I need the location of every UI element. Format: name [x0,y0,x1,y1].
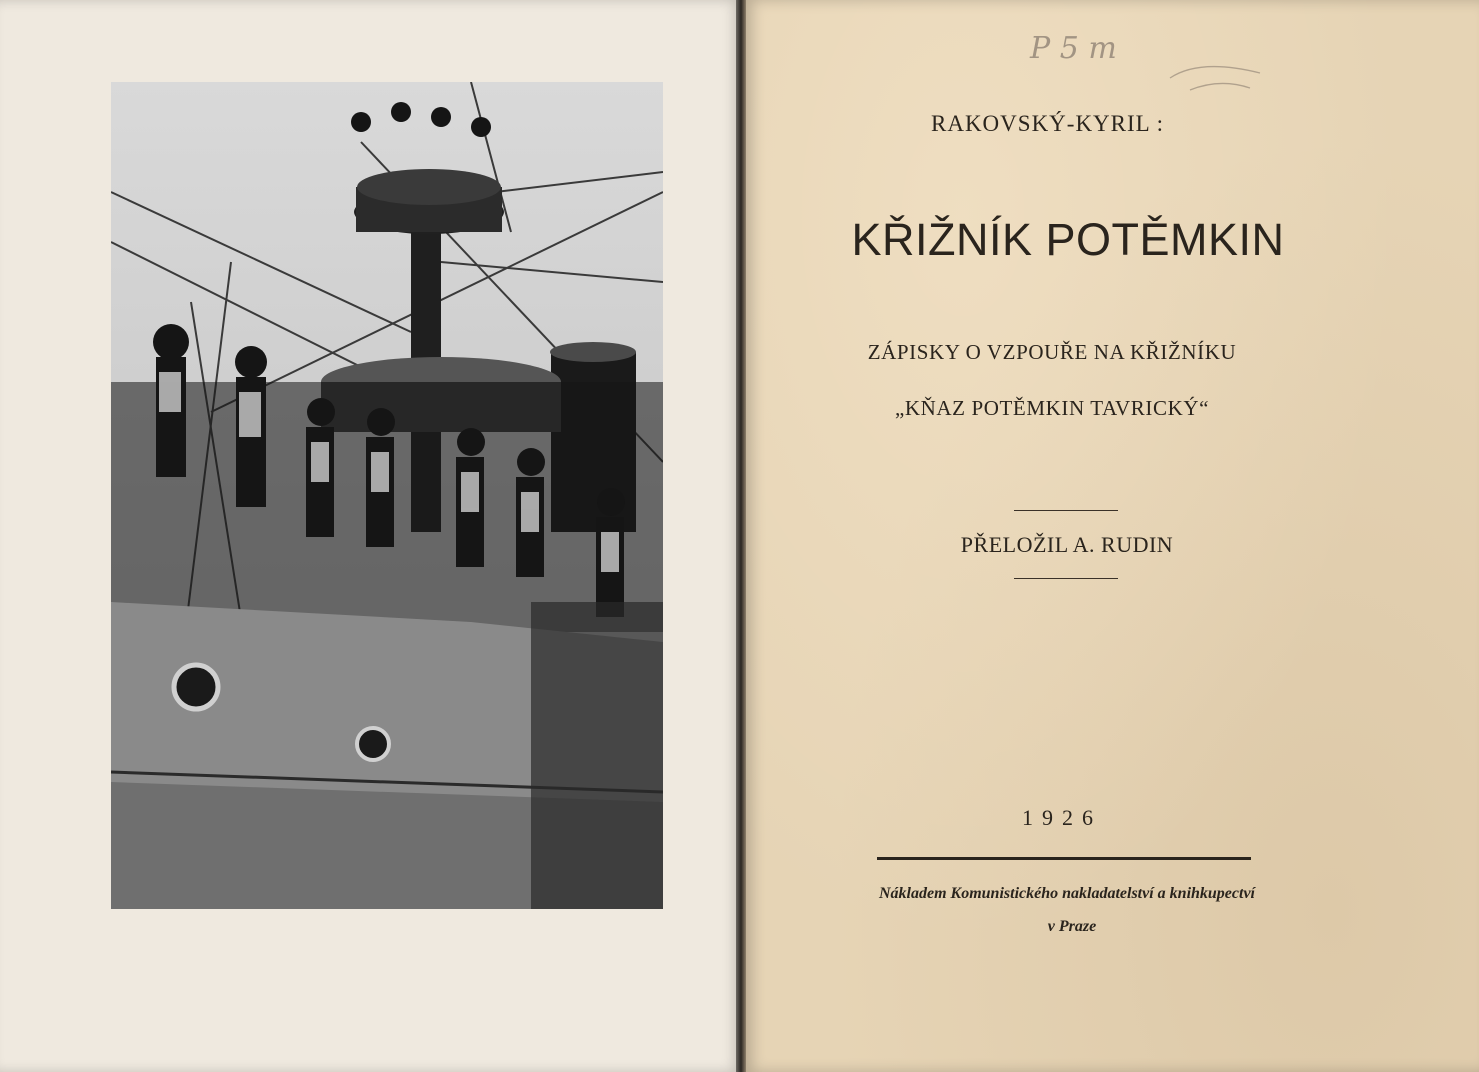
subtitle-line-1: ZÁPISKY O VZPOUŘE NA KŘIŽNÍKU [867,340,1237,364]
battleship-crew-photo [111,82,663,909]
book-title: KŘIŽNÍK POTĚMKIN [851,214,1285,265]
divider-bottom [1014,578,1118,579]
publication-year: 1926 [1022,805,1102,830]
divider-top [1014,510,1118,511]
translator-credit: PŘELOŽIL A. RUDIN [960,532,1174,557]
publisher-divider [877,857,1251,860]
book-gutter [736,0,746,1072]
subtitle-line-2: „KŇAZ POTĚMKIN TAVRICKÝ“ [894,396,1210,420]
pencil-annotation [1020,18,1280,98]
publisher-city: v Praze [1047,918,1097,935]
handwriting-text: P 5 m [1030,31,1117,66]
author-name: RAKOVSKÝ-KYRIL : [931,111,1165,136]
title-page [742,0,1479,1072]
publisher-line: Nákladem Komunistického nakladatelství a knihkupectví [878,885,1255,902]
